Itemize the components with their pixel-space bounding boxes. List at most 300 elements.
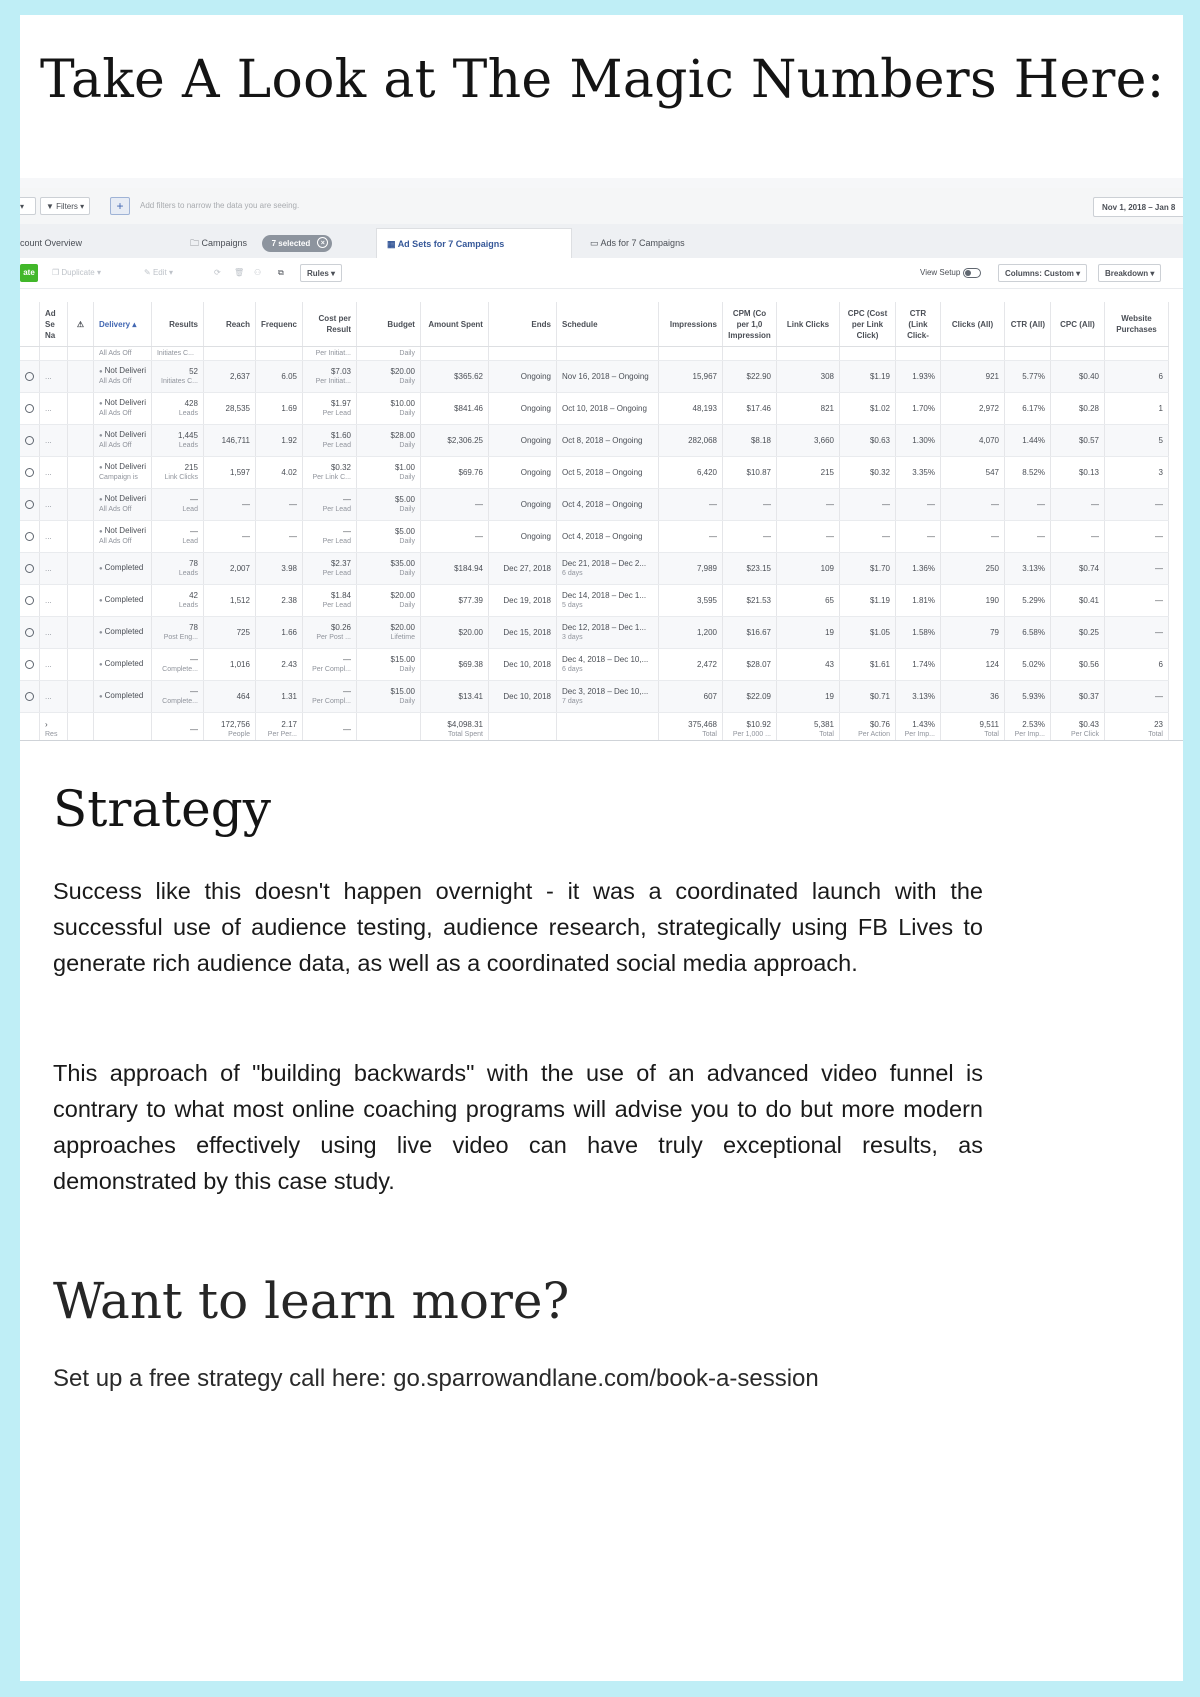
- purchases-cell: 6: [1158, 371, 1163, 381]
- cpc-all-cell: $0.28: [1078, 403, 1099, 413]
- col-header[interactable]: CPC (Cost per Link Click): [839, 302, 895, 347]
- cost-per-result-cell: —: [342, 494, 351, 504]
- frequency-cell: 6.05: [281, 371, 297, 381]
- col-header[interactable]: Cost per Result: [302, 302, 356, 347]
- partial-status: All Ads Off: [99, 349, 132, 357]
- delivery-status: ● Not Deliveri: [99, 526, 146, 535]
- total-cpc-all-sub: Per Click: [1070, 731, 1099, 738]
- row-name-ellipsis: ...: [45, 403, 52, 413]
- row-name-ellipsis: ...: [45, 563, 52, 573]
- budget-cell: $15.00: [390, 686, 415, 696]
- clear-selection-icon[interactable]: ×: [317, 237, 328, 248]
- cost-per-result-cell: —: [342, 526, 351, 536]
- edit-label: Edit: [152, 268, 167, 277]
- partial-row: [20, 347, 1168, 361]
- strategy-heading: Strategy: [53, 780, 271, 838]
- col-header[interactable]: Ad Se Na: [40, 302, 68, 347]
- cpm-cell: $17.46: [746, 403, 771, 413]
- table-row[interactable]: [20, 649, 1168, 681]
- link-clicks-cell: 65: [825, 595, 834, 605]
- col-header[interactable]: Website Purchases: [1104, 302, 1168, 347]
- amount-spent-cell: $77.39: [458, 595, 483, 605]
- total-clicks-all: 9,511: [979, 720, 999, 729]
- partial-cost-type: Per Initiat...: [315, 349, 351, 357]
- row-select-radio[interactable]: [25, 596, 34, 605]
- col-header[interactable]: Amount Spent: [420, 302, 488, 347]
- reach-cell: 1,597: [229, 467, 250, 477]
- cpc-all-cell: $0.56: [1078, 659, 1099, 669]
- schedule-cell: Dec 3, 2018 – Dec 10,...: [561, 686, 649, 696]
- strategy-paragraph-2: This approach of "building backwards" with the use of an advanced video funnel is contrary to what most online coaching programs will advise you to do but more modern approaches effectively using live video can have truly exceptional results, as demonstrated by this case study.: [53, 1060, 983, 1194]
- ctr-all-cell: —: [1036, 499, 1045, 509]
- reach-cell: 2,637: [229, 371, 250, 381]
- ctr-link-cell: 3.13%: [912, 691, 935, 701]
- total-cpc-link: $0.76: [869, 720, 890, 729]
- tab-ad-sets-label: Ad Sets for 7 Campaigns: [397, 239, 505, 249]
- impressions-cell: 3,595: [696, 595, 717, 605]
- learn-more-heading: Want to learn more?: [53, 1272, 570, 1330]
- results-cell-sub: Leads: [178, 409, 198, 417]
- partial-budget-type: Daily: [399, 349, 415, 357]
- cost-per-result-cell: $2.37: [330, 558, 351, 568]
- ctr-link-cell: 1.36%: [912, 563, 935, 573]
- cpm-cell: $22.90: [746, 371, 771, 381]
- cpc-link-cell: $0.71: [869, 691, 890, 701]
- row-name-ellipsis: ...: [45, 499, 52, 509]
- row-select-radio[interactable]: [25, 564, 34, 573]
- total-reach: 172,756: [221, 720, 250, 729]
- amount-spent-cell: —: [474, 531, 483, 541]
- results-cell-sub: Initiates C...: [161, 377, 198, 385]
- results-cell: 52: [189, 366, 198, 376]
- col-header[interactable]: Link Clicks: [776, 302, 839, 347]
- delivery-sub: All Ads Off: [99, 442, 132, 449]
- frequency-cell: 1.66: [281, 627, 297, 637]
- row-select-radio[interactable]: [25, 692, 34, 701]
- frequency-cell: —: [288, 531, 297, 541]
- cost-per-result-cell-sub: Per Lead: [322, 569, 351, 577]
- col-header[interactable]: Reach: [203, 302, 255, 347]
- filter-icon: ▼: [46, 202, 57, 211]
- partial-result-type: Initiates C...: [156, 349, 194, 357]
- row-select-radio[interactable]: [25, 628, 34, 637]
- cpc-link-cell: $1.02: [869, 403, 890, 413]
- ctr-all-cell: 5.29%: [1022, 595, 1045, 605]
- purchases-cell: —: [1154, 627, 1163, 637]
- trash-icon[interactable]: 🗑: [234, 268, 245, 277]
- results-cell-sub: Complete...: [162, 697, 198, 705]
- budget-cell-sub: Daily: [399, 377, 415, 385]
- col-header[interactable]: CPM (Co per 1,0 Impression: [722, 302, 776, 347]
- row-name-ellipsis: ...: [45, 595, 52, 605]
- results-cell: 428: [184, 398, 198, 408]
- ctr-all-cell: 6.58%: [1022, 627, 1045, 637]
- clicks-all-cell: 79: [990, 627, 999, 637]
- reach-cell: 1,512: [229, 595, 250, 605]
- clicks-all-cell: 250: [985, 563, 999, 573]
- view-dropdown[interactable]: ▾: [20, 197, 36, 215]
- tab-account-overview[interactable]: count Overview: [20, 238, 83, 248]
- ctr-link-cell: 1.81%: [912, 595, 935, 605]
- ctr-link-cell: —: [926, 499, 935, 509]
- table-row[interactable]: [20, 393, 1168, 425]
- cost-per-result-cell-sub: Per Lead: [322, 505, 351, 513]
- total-cpm: $10.92: [746, 720, 771, 729]
- table-row[interactable]: [20, 521, 1168, 553]
- cost-per-result-cell: $0.26: [330, 622, 351, 632]
- ctr-link-cell: —: [926, 531, 935, 541]
- purchases-cell: —: [1154, 531, 1163, 541]
- clicks-all-cell: 190: [985, 595, 999, 605]
- cpm-cell: $23.15: [746, 563, 771, 573]
- link-clicks-cell: 19: [825, 627, 834, 637]
- cpc-link-cell: —: [881, 499, 890, 509]
- view-setup-toggle[interactable]: [963, 268, 981, 278]
- grid-icon: ▦: [387, 239, 396, 249]
- clicks-all-cell: 2,972: [978, 403, 999, 413]
- col-header[interactable]: Budget: [356, 302, 420, 347]
- table-row[interactable]: [20, 425, 1168, 457]
- toolbar: [20, 258, 1183, 289]
- amount-spent-cell: $184.94: [454, 563, 483, 573]
- schedule-cell: Oct 4, 2018 – Ongoing: [561, 499, 643, 509]
- results-cell: 42: [189, 590, 198, 600]
- cost-per-result-cell: $1.60: [330, 430, 351, 440]
- schedule-cell-sub: 7 days: [561, 697, 583, 705]
- impressions-cell: 6,420: [696, 467, 717, 477]
- cpc-link-cell: $1.05: [869, 627, 890, 637]
- budget-cell-sub: Daily: [399, 601, 415, 609]
- results-cell: —: [189, 494, 198, 504]
- cost-per-result-cell-sub: Per Compl...: [312, 665, 351, 673]
- cpc-all-cell: —: [1090, 499, 1099, 509]
- budget-cell-sub: Daily: [399, 569, 415, 577]
- cpc-all-cell: $0.25: [1078, 627, 1099, 637]
- row-select-radio[interactable]: [25, 372, 34, 381]
- budget-cell: $10.00: [390, 398, 415, 408]
- frequency-cell: 1.92: [281, 435, 297, 445]
- columns-dropdown[interactable]: Columns: Custom ▾: [998, 264, 1087, 282]
- impressions-cell: 2,472: [696, 659, 717, 669]
- delivery-status: ● Completed: [99, 627, 143, 636]
- row-select-radio[interactable]: [25, 436, 34, 445]
- cta-text[interactable]: Set up a free strategy call here: go.sparrowandlane.com/book-a-session: [53, 1365, 819, 1392]
- purchases-cell: —: [1154, 563, 1163, 573]
- amount-spent-cell: —: [474, 499, 483, 509]
- cpm-cell: —: [762, 531, 771, 541]
- frequency-cell: 3.98: [281, 563, 297, 573]
- total-clicks-all-sub: Total: [984, 731, 999, 738]
- ends-cell: Ongoing: [520, 531, 551, 541]
- cost-per-result-cell: $1.97: [330, 398, 351, 408]
- amount-spent-cell: $841.46: [454, 403, 483, 413]
- cost-per-result-cell-sub: Per Link C...: [312, 473, 351, 481]
- amount-spent-cell: $13.41: [458, 691, 483, 701]
- delivery-status: ● Not Deliveri: [99, 494, 146, 503]
- budget-cell-sub: Daily: [399, 409, 415, 417]
- results-cell: 78: [189, 622, 198, 632]
- table-row[interactable]: [20, 617, 1168, 649]
- reach-cell: 1,016: [229, 659, 250, 669]
- cpm-cell: $28.07: [746, 659, 771, 669]
- ends-cell: Ongoing: [520, 435, 551, 445]
- row-name-ellipsis: ...: [45, 627, 52, 637]
- results-cell-sub: Link Clicks: [164, 473, 198, 481]
- create-button[interactable]: ate: [20, 264, 38, 282]
- col-header-delivery[interactable]: [94, 302, 152, 347]
- ctr-all-cell: 5.02%: [1022, 659, 1045, 669]
- table-row[interactable]: [20, 361, 1168, 393]
- strategy-paragraph-1: Success like this doesn't happen overnight - it was a coordinated launch with the successful use of audience testing, audience research, strategically using FB Lives to generate rich audience data, as well as a coordinated social media approach.: [53, 878, 983, 976]
- purchases-cell: —: [1154, 499, 1163, 509]
- total-link-clicks-sub: Total: [819, 731, 834, 738]
- col-header[interactable]: Impressions: [658, 302, 722, 347]
- budget-cell-sub: Daily: [399, 473, 415, 481]
- col-header[interactable]: Frequenc: [255, 302, 302, 347]
- frequency-cell: 2.38: [281, 595, 297, 605]
- row-select-radio[interactable]: [25, 468, 34, 477]
- page: [20, 15, 1183, 1681]
- delivery-status: ● Completed: [99, 563, 143, 572]
- row-select-radio[interactable]: [25, 500, 34, 509]
- cost-per-result-cell: $0.32: [330, 462, 351, 472]
- filter-hint: Add filters to narrow the data you are seeing.: [140, 201, 300, 210]
- results-cell-sub: Leads: [178, 569, 198, 577]
- delivery-sub: All Ads Off: [99, 378, 132, 385]
- ends-cell: Ongoing: [520, 371, 551, 381]
- duplicate-label: Duplicate: [61, 268, 95, 277]
- tab-campaigns[interactable]: [180, 228, 370, 258]
- delivery-status: ● Not Deliveri: [99, 462, 146, 471]
- row-select-radio[interactable]: [25, 660, 34, 669]
- ctr-link-cell: 1.70%: [912, 403, 935, 413]
- cpm-cell: $8.18: [750, 435, 771, 445]
- budget-cell: $5.00: [394, 526, 415, 536]
- ctr-link-cell: 1.30%: [912, 435, 935, 445]
- cost-per-result-cell-sub: Per Lead: [322, 537, 351, 545]
- clicks-all-cell: —: [990, 531, 999, 541]
- cpc-all-cell: $0.41: [1078, 595, 1099, 605]
- budget-cell: $20.00: [390, 590, 415, 600]
- amount-spent-cell: $365.62: [454, 371, 483, 381]
- table-header-row: [20, 302, 1168, 347]
- ctr-all-cell: —: [1036, 531, 1045, 541]
- page-title: Take A Look at The Magic Numbers Here:: [40, 50, 1165, 110]
- col-header-label: Delivery: [99, 319, 131, 329]
- selected-count-badge[interactable]: [262, 235, 333, 252]
- folder-icon: 🗀: [190, 238, 200, 248]
- impressions-cell: 1,200: [696, 627, 717, 637]
- schedule-cell: Oct 5, 2018 – Ongoing: [561, 467, 643, 477]
- purchases-cell: 1: [1158, 403, 1163, 413]
- refresh-icon[interactable]: ⟳: [214, 268, 221, 277]
- total-cpm-sub: Per 1,000 ...: [732, 731, 771, 738]
- results-cell: —: [189, 654, 198, 664]
- schedule-cell: Oct 4, 2018 – Ongoing: [561, 531, 643, 541]
- budget-cell-sub: Daily: [399, 441, 415, 449]
- cpc-all-cell: —: [1090, 531, 1099, 541]
- row-name-ellipsis: ...: [45, 691, 52, 701]
- pencil-icon: ✎: [144, 268, 153, 277]
- delivery-status: ● Not Deliveri: [99, 430, 146, 439]
- ends-cell: Ongoing: [520, 403, 551, 413]
- link-clicks-cell: 308: [820, 371, 834, 381]
- schedule-cell-sub: 6 days: [561, 665, 583, 673]
- link-clicks-cell: 109: [820, 563, 834, 573]
- col-header[interactable]: CTR (Link Click-: [895, 302, 940, 347]
- view-setup-label: View Setup: [920, 268, 961, 277]
- tab-ads-label: Ads for 7 Campaigns: [600, 238, 685, 248]
- cpc-link-cell: $1.19: [869, 371, 890, 381]
- add-filter-button[interactable]: +: [110, 197, 130, 215]
- clicks-all-cell: 4,070: [978, 435, 999, 445]
- frequency-cell: 2.43: [281, 659, 297, 669]
- link-clicks-cell: 19: [825, 691, 834, 701]
- rules-label: Rules: [307, 269, 329, 278]
- link-clicks-cell: 215: [820, 467, 834, 477]
- col-header[interactable]: Schedule: [556, 302, 658, 347]
- cost-per-result-cell-sub: Per Lead: [322, 601, 351, 609]
- reach-cell: —: [241, 531, 250, 541]
- table-row[interactable]: [20, 457, 1168, 489]
- total-cost: —: [302, 713, 356, 742]
- ad-sets-table: [20, 302, 1169, 741]
- total-impressions-sub: Total: [702, 731, 717, 738]
- ctr-link-cell: 1.58%: [912, 627, 935, 637]
- budget-cell: $35.00: [390, 558, 415, 568]
- ctr-link-cell: 3.35%: [912, 467, 935, 477]
- total-frequency: 2.17: [281, 720, 297, 729]
- tab-ads[interactable]: [580, 228, 780, 258]
- results-cell: 78: [189, 558, 198, 568]
- ctr-all-cell: 6.17%: [1022, 403, 1045, 413]
- impressions-cell: —: [708, 499, 717, 509]
- purchases-cell: —: [1154, 691, 1163, 701]
- budget-cell: $20.00: [390, 622, 415, 632]
- frequency-cell: 1.31: [281, 691, 297, 701]
- impressions-cell: —: [708, 531, 717, 541]
- link-clicks-cell: 821: [820, 403, 834, 413]
- total-cpc-link-sub: Per Action: [858, 731, 890, 738]
- edit-button[interactable]: ✎ Edit ▾: [144, 268, 173, 277]
- impressions-cell: 48,193: [692, 403, 717, 413]
- table-row[interactable]: [20, 489, 1168, 521]
- cpc-all-cell: $0.57: [1078, 435, 1099, 445]
- col-header[interactable]: Clicks (All): [940, 302, 1004, 347]
- results-cell: —: [189, 526, 198, 536]
- totals-row: [20, 713, 1168, 742]
- purchases-cell: 5: [1158, 435, 1163, 445]
- impressions-cell: 7,989: [696, 563, 717, 573]
- reach-cell: 725: [236, 627, 250, 637]
- total-purchases-sub: Total: [1148, 731, 1163, 738]
- breakdown-label: Breakdown: [1105, 269, 1149, 278]
- total-impressions: 375,468: [688, 720, 717, 729]
- delivery-sub: Campaign is: [99, 474, 138, 481]
- schedule-cell: Dec 12, 2018 – Dec 1...: [561, 622, 647, 632]
- col-header[interactable]: Results: [151, 302, 203, 347]
- total-spent-sub: Total Spent: [447, 731, 483, 738]
- results-cell-sub: Post Eng...: [163, 633, 198, 641]
- ends-cell: Dec 10, 2018: [503, 691, 551, 701]
- breakdown-dropdown[interactable]: Breakdown ▾: [1098, 264, 1161, 282]
- date-range-picker[interactable]: Nov 1, 2018 – Jan 8: [1093, 197, 1183, 217]
- cost-per-result-cell: $7.03: [330, 366, 351, 376]
- reach-cell: 28,535: [225, 403, 250, 413]
- schedule-cell: Dec 21, 2018 – Dec 2...: [561, 558, 647, 568]
- frequency-cell: —: [288, 499, 297, 509]
- col-header[interactable]: CTR (All): [1004, 302, 1050, 347]
- schedule-cell-sub: 6 days: [561, 569, 583, 577]
- impressions-cell: 15,967: [692, 371, 717, 381]
- checkbox-col-header: [20, 302, 40, 347]
- total-frequency-sub: Per Per...: [267, 731, 297, 738]
- ctr-all-cell: 5.77%: [1022, 371, 1045, 381]
- cpm-cell: $16.67: [746, 627, 771, 637]
- cost-per-result-cell-sub: Per Compl...: [312, 697, 351, 705]
- totals-label: Res: [45, 731, 58, 738]
- selected-count-label: 7 selected: [271, 239, 311, 248]
- clicks-all-cell: —: [990, 499, 999, 509]
- cpc-link-cell: $1.61: [869, 659, 890, 669]
- people-icon[interactable]: ⚇: [254, 268, 262, 277]
- total-spent: $4,098.31: [447, 720, 483, 729]
- cpc-all-cell: $0.37: [1078, 691, 1099, 701]
- rules-dropdown[interactable]: Rules ▾: [300, 264, 342, 282]
- filters-dropdown[interactable]: ▼ Filters ▾: [40, 197, 90, 215]
- ctr-link-cell: 1.93%: [912, 371, 935, 381]
- delivery-sub: All Ads Off: [99, 538, 132, 545]
- table-row[interactable]: [20, 585, 1168, 617]
- ctr-all-cell: 1.44%: [1022, 435, 1045, 445]
- ctr-all-cell: 3.13%: [1022, 563, 1045, 573]
- tab-ad-sets[interactable]: [376, 228, 572, 258]
- cpm-cell: —: [762, 499, 771, 509]
- total-ctr-link-sub: Per Imp...: [904, 731, 935, 738]
- expand-icon[interactable]: ›: [45, 720, 48, 729]
- reach-cell: 464: [236, 691, 250, 701]
- schedule-cell: Oct 8, 2018 – Ongoing: [561, 435, 643, 445]
- table-row[interactable]: [20, 681, 1168, 713]
- schedule-cell: Nov 16, 2018 – Ongoing: [561, 371, 649, 381]
- frequency-cell: 1.69: [281, 403, 297, 413]
- delivery-status: ● Not Deliveri: [99, 398, 146, 407]
- delivery-status: ● Completed: [99, 659, 143, 668]
- tabs-bar: [20, 224, 1183, 259]
- budget-cell-sub: Daily: [399, 697, 415, 705]
- schedule-cell-sub: 3 days: [561, 633, 583, 641]
- row-select-radio[interactable]: [25, 532, 34, 541]
- table-row[interactable]: [20, 553, 1168, 585]
- cost-per-result-cell-sub: Per Lead: [322, 409, 351, 417]
- filters-label: Filters: [56, 202, 78, 211]
- cpc-link-cell: $1.70: [869, 563, 890, 573]
- row-select-radio[interactable]: [25, 404, 34, 413]
- results-cell: —: [189, 686, 198, 696]
- col-header[interactable]: CPC (All): [1050, 302, 1104, 347]
- view-setup[interactable]: [920, 264, 981, 282]
- total-link-clicks: 5,381: [813, 720, 834, 729]
- budget-cell: $15.00: [390, 654, 415, 664]
- duplicate-button[interactable]: ❐ Duplicate ▾: [52, 268, 102, 277]
- amount-spent-cell: $20.00: [458, 627, 483, 637]
- preview-icon[interactable]: ⧉: [278, 268, 284, 277]
- col-header[interactable]: Ends: [488, 302, 556, 347]
- tab-campaigns-label: Campaigns: [201, 238, 248, 248]
- results-cell: 1,445: [177, 430, 198, 440]
- delivery-status: ● Not Deliveri: [99, 366, 146, 375]
- cpm-cell: $10.87: [746, 467, 771, 477]
